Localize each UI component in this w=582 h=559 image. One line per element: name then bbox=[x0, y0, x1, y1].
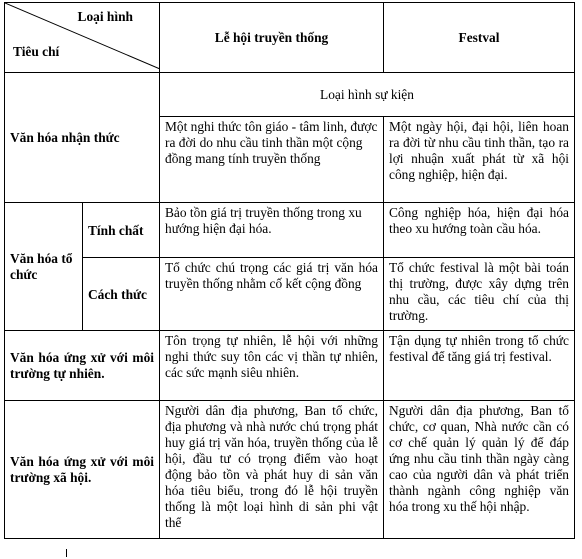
comparison-document bbox=[4, 2, 574, 550]
natural-env-festival-cell: Tận dụng tự nhiên trong tổ chức festival để tăng giá trị festival. bbox=[384, 331, 575, 401]
cognitive-festival-cell: Một ngày hội, đại hội, liên hoan ra đời từ nhu cầu tinh thần, tạo ra lợi nhuận xuất phát từ xã hội công nghiệp, hiện đại. bbox=[384, 117, 575, 203]
nature-festival-cell: Công nghiệp hóa, hiện đại hóa theo xu hướng toàn cầu hóa. bbox=[384, 203, 575, 258]
page-tick-mark bbox=[66, 549, 67, 557]
nature-env-row bbox=[5, 331, 575, 401]
corner-label-criteria: Tiêu chí bbox=[13, 44, 60, 59]
cognitive-row-merged bbox=[5, 73, 575, 117]
organization-method-row bbox=[5, 258, 575, 331]
sublabel-nature: Tính chất bbox=[83, 203, 160, 258]
header-traditional-festival: Lễ hội truyền thống bbox=[160, 3, 384, 73]
cognitive-traditional-cell: Một nghi thức tôn giáo - tâm linh, được ra đời do nhu cầu tinh thần một cộng đồng mang tính truyền thống bbox=[160, 117, 384, 203]
header-festival: Festval bbox=[384, 3, 575, 73]
natural-env-traditional-cell: Tôn trọng tự nhiên, lễ hội với những nghi thức suy tôn các vị thần tự nhiên, các sức mạnh siêu nhiên. bbox=[160, 331, 384, 401]
social-env-traditional-cell: Người dân địa phương, Ban tổ chức, địa phương và nhà nước chú trọng phát huy giá trị văn hóa, truyền thống của lễ hội, đầu tư có trọng điểm vào hoạt động bảo tồn và phát huy di sản văn hóa tiêu biểu, trong đó lễ hội truyền thống là một loại hình di sản phi vật thể bbox=[160, 401, 384, 539]
row-label-natural-environment: Văn hóa ứng xử với môi trường tự nhiên. bbox=[5, 331, 160, 401]
corner-label-type: Loại hình bbox=[77, 9, 133, 24]
header-row bbox=[5, 3, 575, 73]
social-env-row bbox=[5, 401, 575, 539]
row-label-cognitive-culture: Văn hóa nhận thức bbox=[5, 73, 160, 203]
row-label-organization-culture: Văn hóa tổ chức bbox=[5, 203, 83, 331]
nature-traditional-cell: Bảo tồn giá trị truyền thống trong xu hướng hiện đại hóa. bbox=[160, 203, 384, 258]
method-traditional-cell: Tổ chức chú trọng các giá trị văn hóa truyền thống nhằm cố kết cộng đồng bbox=[160, 258, 384, 331]
social-env-festival-cell: Người dân địa phương, Ban tổ chức, cơ quan, Nhà nước cần có cơ chế quản lý quản lý để đáp ứng nhu cầu tinh thần ngày càng cao của người dân và phát triển thành ngành công nghiệp văn hóa trong xu thế hội nhập. bbox=[384, 401, 575, 539]
method-festival-cell: Tổ chức festival là một bài toán thị trường, được xây dựng trên nhu cầu, các tiêu chí của thị trường. bbox=[384, 258, 575, 331]
row-label-social-environment: Văn hóa ứng xử với môi trường xã hội. bbox=[5, 401, 160, 539]
sublabel-method: Cách thức bbox=[83, 258, 160, 331]
comparison-table bbox=[4, 2, 575, 539]
event-type-cell: Loại hình sự kiện bbox=[160, 73, 575, 117]
organization-nature-row bbox=[5, 203, 575, 258]
corner-header-cell bbox=[5, 3, 160, 73]
